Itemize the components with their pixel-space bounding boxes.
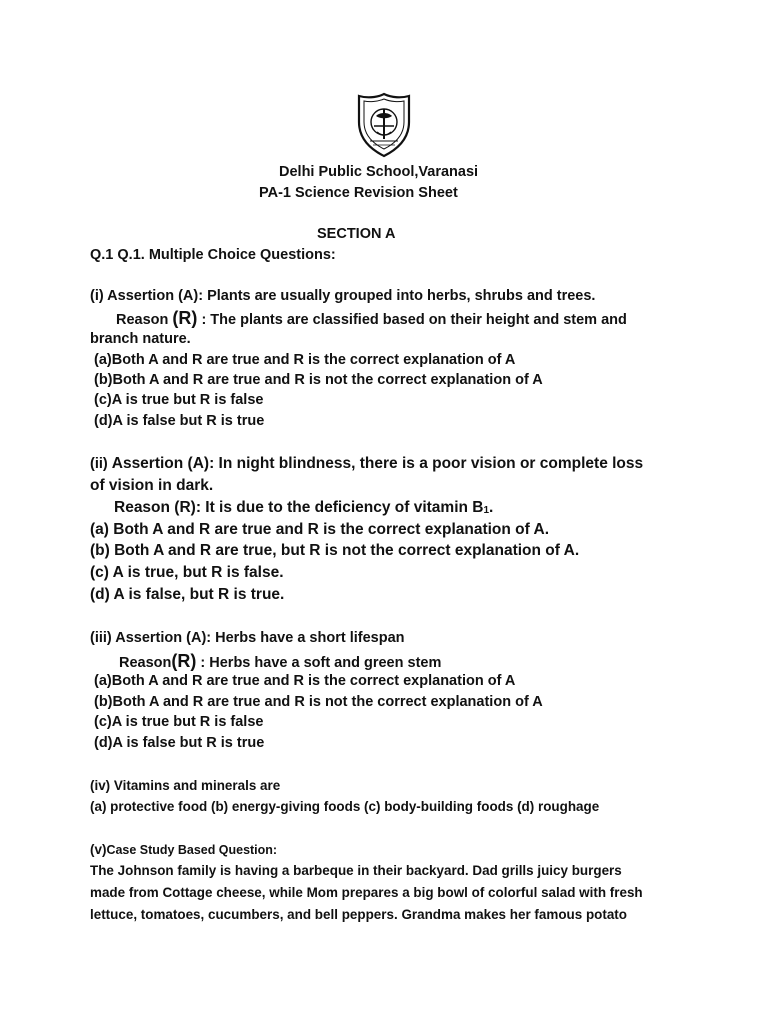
- q2-assertion-cont: of vision in dark.: [90, 477, 214, 494]
- q3-option: (c)A is true but R is false: [94, 714, 264, 730]
- q1-reason-r: (R): [172, 308, 198, 328]
- q2-reason-subscript: 1: [483, 505, 490, 516]
- q2-assertion-text: Assertion (A): In night blindness, there is a poor vision or complete loss: [111, 455, 644, 472]
- q3-option: (d)A is false but R is true: [94, 735, 265, 751]
- q5-paragraph-line: made from Cottage cheese, while Mom prepares a big bowl of colorful salad with fresh: [90, 884, 643, 900]
- q5-paragraph-line: The Johnson family is having a barbeque in their backyard. Dad grills juicy burgers: [90, 862, 622, 878]
- q3-option: (a)Both A and R are true and R is the correct explanation of A: [94, 673, 516, 689]
- q1-option: (a)Both A and R are true and R is the correct explanation of A: [94, 352, 516, 368]
- q2-reason-text: Reason (R): It is due to the deficiency of vitamin B: [114, 499, 484, 516]
- q5-prefix: (v): [90, 841, 107, 857]
- q1-reason: [116, 308, 627, 329]
- q3-reason: [119, 651, 441, 672]
- q3-reason-label: Reason: [119, 655, 172, 671]
- q5-paragraph-line: lettuce, tomatoes, cucumbers, and bell peppers. Grandma makes her famous potato: [90, 906, 627, 922]
- q1-reason-text: : The plants are classified based on their height and stem and: [197, 312, 627, 328]
- q5-heading: [90, 841, 277, 857]
- q2-reason: [114, 499, 493, 517]
- q1-heading: Q.1 Q.1. Multiple Choice Questions:: [90, 247, 336, 263]
- q2-reason-end: .: [489, 499, 494, 516]
- q3-reason-text: : Herbs have a soft and green stem: [196, 655, 442, 671]
- school-crest-logo: [356, 92, 412, 158]
- q1-option: (d)A is false but R is true: [94, 413, 265, 429]
- section-heading: SECTION A: [317, 226, 396, 242]
- q2-option: (b) Both A and R are true, but R is not the correct explanation of A.: [90, 542, 580, 559]
- q2-option: (a) Both A and R are true and R is the correct explanation of A.: [90, 521, 550, 538]
- q3-reason-r: (R): [171, 651, 197, 671]
- q3-assertion: (iii) Assertion (A): Herbs have a short lifespan: [90, 630, 405, 646]
- q1-option: (c)A is true but R is false: [94, 392, 264, 408]
- sheet-title: PA-1 Science Revision Sheet: [259, 185, 458, 201]
- q2-prefix: (ii): [90, 456, 112, 472]
- q1-reason-cont: branch nature.: [90, 331, 191, 347]
- q1-assertion: (i) Assertion (A): Plants are usually grouped into herbs, shrubs and trees.: [90, 288, 596, 304]
- q2-option: (d) A is false, but R is true.: [90, 586, 285, 603]
- q4-question: (iv) Vitamins and minerals are: [90, 777, 281, 793]
- q2-option: (c) A is true, but R is false.: [90, 564, 284, 581]
- q4-options: (a) protective food (b) energy-giving foods (c) body-building foods (d) roughage: [90, 798, 600, 814]
- q2-assertion: [90, 455, 643, 473]
- q1-option: (b)Both A and R are true and R is not the correct explanation of A: [94, 372, 543, 388]
- school-name: Delhi Public School,Varanasi: [279, 164, 479, 180]
- q1-reason-label: Reason: [116, 312, 173, 328]
- q5-heading-text: Case Study Based Question:: [106, 842, 278, 857]
- q3-option: (b)Both A and R are true and R is not the correct explanation of A: [94, 694, 543, 710]
